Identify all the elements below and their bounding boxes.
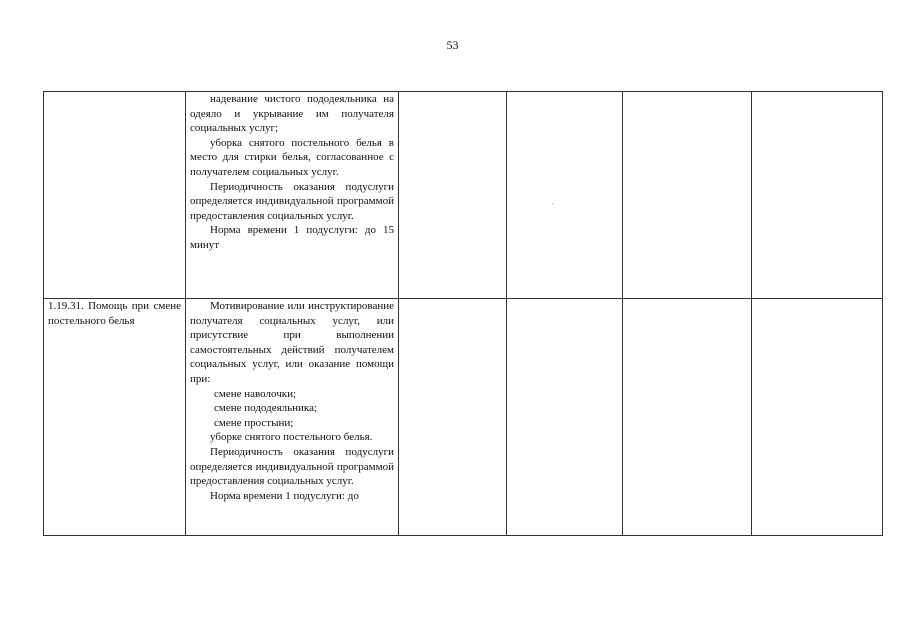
service-number-cell	[44, 299, 186, 536]
description-list-item: смене простыни;	[214, 416, 294, 429]
service-description-cell	[186, 299, 399, 536]
empty-cell	[507, 299, 623, 536]
description-paragraph: Периодичность оказания подуслуги определяется индивидуальной программой предоставления социальных услуг.	[190, 180, 394, 222]
description-paragraph: Мотивирование или инструктирование получателя социальных услуг, или присутствие при выполнении самостоятельных действий получателем социальных услуг, или оказание помощи при:	[190, 300, 394, 385]
scan-speck	[552, 203, 553, 204]
empty-cell	[752, 299, 883, 536]
table-row	[44, 92, 883, 299]
empty-cell	[752, 92, 883, 299]
description-paragraph: Норма времени 1 подуслуги: до	[210, 489, 359, 502]
description-paragraph: надевание чистого пододеяльника на одеяло и укрывание им получателя социальных услуг;	[190, 93, 394, 135]
description-list-item: смене пододеяльника;	[214, 402, 318, 415]
description-list-item: смене наволочки;	[214, 387, 297, 400]
page-number: 53	[446, 38, 459, 52]
service-number-text: 1.19.31. Помощь при смене постельного белья	[48, 300, 181, 327]
service-number-cell	[44, 92, 186, 299]
service-description-cell	[186, 92, 399, 299]
empty-cell	[623, 299, 752, 536]
empty-cell	[399, 299, 507, 536]
empty-cell	[623, 92, 752, 299]
description-list-item: уборке снятого постельного белья.	[210, 431, 373, 444]
description-paragraph: Норма времени 1 подуслуги: до 15 минут	[190, 224, 394, 251]
empty-cell	[507, 92, 623, 299]
empty-cell	[399, 92, 507, 299]
description-paragraph: Периодичность оказания подуслуги определяется индивидуальной программой предоставления социальных услуг.	[190, 445, 394, 488]
table-row	[44, 299, 883, 536]
description-paragraph: уборка снятого постельного белья в место для стирки белья, согласованное с получателем социальных услуг.	[190, 136, 394, 178]
services-table	[43, 91, 883, 536]
